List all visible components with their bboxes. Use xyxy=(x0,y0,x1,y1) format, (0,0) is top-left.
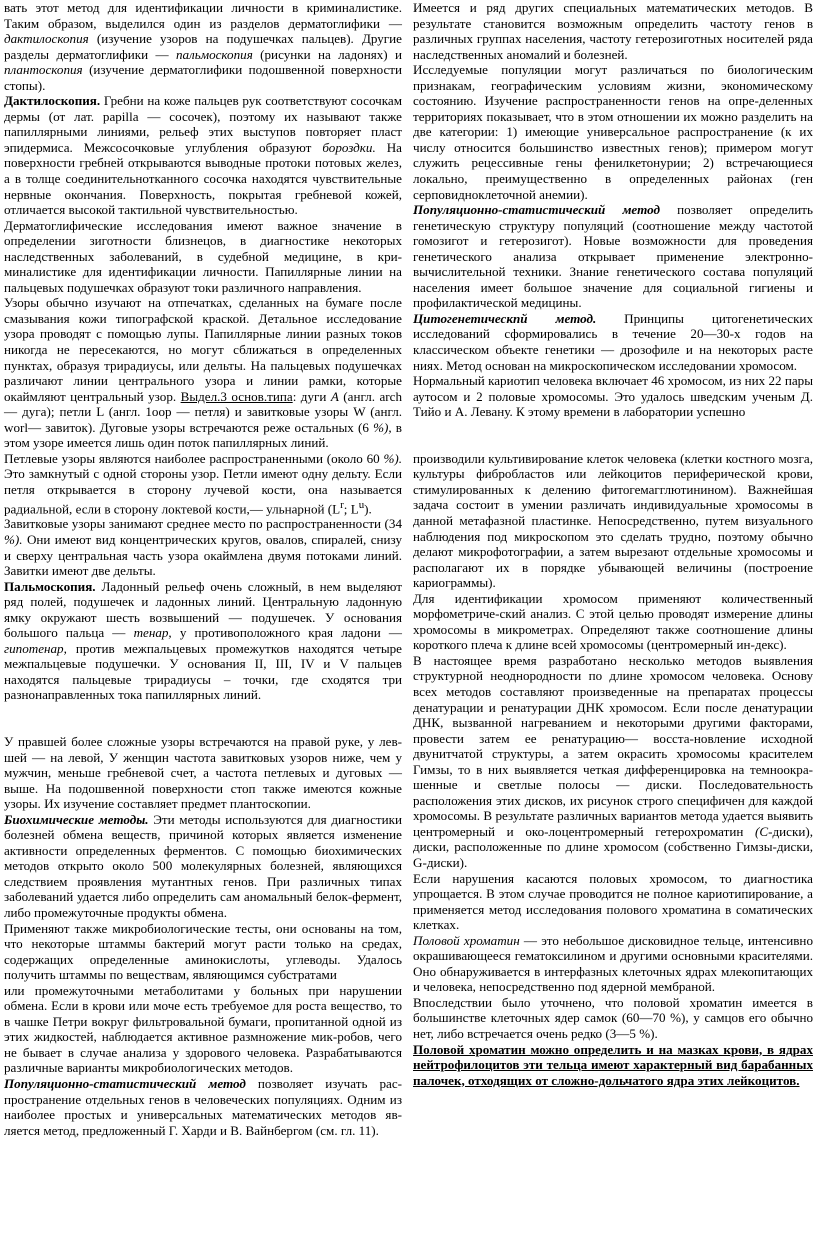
paragraph: Биохимические методы. Эти методы используются для диагностики болезней обмена веществ, причиной которых является изменение активности определенных ферментов. С помощью биохимических методов открыто около 500 молекулярных болезней, являющихся следствием проявления мутантных генов. При различных типах заболеваний удается либо определить сам аномальный белок-фермент, либо промежуточные продукты обмена. xyxy=(4,811,402,920)
paragraph: Узоры обычно изучают на отпечатках, сделанных на бумаге после смазывания кожи типографской краской. Детальное исследование узора проводят с помощью лупы. Папиллярные линии разных токов никогда не пересекаются, но могут сближаться в определенных пунктах, образуя трирадиусы, или дельты. На пальцевых подушечках различают линии центрального узора и линии рамки, которые окаймляют центральный узор. Выдел.3 основ.типа: дуги А (англ. arch — дуга); петли L (англ. 1оор — петля) и завитковые узоры W (англ. worl— завиток). Дуговые узоры встречаются реже остальных (6 %), в этом узоре имеется лишь один поток папиллярных линий. xyxy=(4,295,402,451)
paragraph: Применяют также микробиологические тесты, они основаны на том, что некоторые штаммы бактерий могут расти только на средах, содержащих определенные аминокислоты, углеводы. Удалось получить штаммы по веществам, являющимся субстратами xyxy=(4,920,402,983)
paragraph: Завитковые узоры занимают среднее место по распространенности (34 %). Они имеют вид концентрических кругов, овалов, спиралей, снизу и сверху центральная часть узора окаймлена двумя потоками линий. Завитки имеют две дельты. xyxy=(4,516,402,579)
paragraph: Впоследствии было уточнено, что половой хроматин имеется в большинстве клеточных ядер самок (60—70 %), у самцов его обычно нет, либо встречается очень редко (3—5 %). xyxy=(413,994,813,1041)
paragraph: Имеется и ряд других специальных математических методов. В результате становится возможным определить частоту генов в различных группах населения, частоту гетерозиготных носителей ряда наследственных аномалий и болезней. xyxy=(413,0,813,62)
paragraph: Половой хроматин можно определить и на мазках крови, в ядрах нейтрофилоцитов эти тельца имеют характерный вид барабанных палочек, отходящих от сложно-дольчатого ядра этих лейкоцитов. xyxy=(413,1041,813,1088)
paragraph: Нормальный кариотип человека включает 46 хромосом, из них 22 пары аутосом и 2 половые хромосомы. Это удалось шведским ученым Д. Тийо и А. Левану. К этому времени в лаборатории успешно xyxy=(413,373,813,420)
paragraph: Для идентификации хромосом применяют количественный морфометриче-ский анализ. С этой целью проводят измерение длины хромосомы в микрометрах. Определяют также соотношение длины короткого плеча к длине всей хромосомы (центромерный ин-декс). xyxy=(413,590,813,653)
paragraph: производили культивирование клеток человека (клетки костного мозга, культуры фибробластов или лейкоцитов периферической крови, стимулированных к делению фитогемагглютинином). Важнейшая задача состоит в умении различать индивидуальные хромосомы в данной метафазной пластинке. Непосредственно, путем визуального наблюдения под микроскопом это сделать трудно, поэтому обычно делают микрофотографии, а затем вырезают отдельные хромосомы и располагают их в порядке убывающей величины (построение кариограммы). xyxy=(413,450,813,591)
paragraph: Цитогенетическпй метод. Принципы цитогенетических исследований сформировались в течение 20—30-х годов на классическом объекте генетики — дрозофиле и на некоторых расте ниях. Метод основан на микроскопическом исследовании хромосом. xyxy=(413,310,813,373)
paragraph-gap xyxy=(413,420,813,451)
right-column xyxy=(413,0,813,1088)
paragraph: Популяционно-статистический метод позволяет изучать рас-пространение отдельных генов в человеческих популяциях. Одним из наиболее простых и универсальных математических методов яв-ляется метод, предложенный Г. Харди и В. Вайнбергом (см. гл. 11). xyxy=(4,1076,402,1138)
paragraph: Если нарушения касаются половых хромосом, то диагностика упрощается. В этом случае проводится не полное кариотипирование, а применяется метод исследования полового хроматина в соматических клетках. xyxy=(413,870,813,933)
left-column xyxy=(4,0,402,1138)
paragraph: Пальмоскопия. Ладонный рельеф очень сложный, в нем выделяют ряд полей, подушечек и ладонных линий. Центральную ладонную ямку окружают шесть возвышений — подушечек. У основания большого пальца — тенар, у противоположного края ладони — гипотенар, против межпальцевых промежутков находятся четыре межпальцевые подушечки. У основания II, III, IV и V пальцев находятся пальцевые трирадиусы – точки, где сходятся три разнонаправленных тока папиллярных линий. xyxy=(4,578,403,703)
paragraph: Дактилоскопия. Гребни на коже пальцев рук соответствуют сосочкам дермы (от лат. papilla — сосочек), поэтому их называют также папиллярными линиями, рельеф этих выступов повторяет пласт эпидермиса. Межсосочковые углубления образуют бороздки. На поверхности гребней открываются выводные протоки потовых желез, а в толще соединительнотканного сосочка находятся чувствительные нервные окончания. Поверхность, покрытая гребневой кожей, отличается высокой тактильной чувствительностью. xyxy=(4,93,402,218)
paragraph: Популяционно-статистический метод позволяет определить генетическую структуру популяций (соотношение между частотой гомозигот и гетерозигот). Новые возможности для проведения генетического анализа открывает применение электронно-вычислительной техники. Знание генетического состава популяций населения имеет большое значение для социальной гигиены и профилактической медицины. xyxy=(413,202,813,311)
paragraph: У правшей более сложные узоры встречаются на правой руке, у лев-шей — на левой, У женщин частота завитковых узоров ниже, чем у мужчин, меньше гребневой счет, а частота петлевых и дуговых — выше. На подошвенной поверхности стоп также имеются кожные узоры. Их изучение составляет предмет плантоскопии. xyxy=(4,733,402,812)
paragraph: Дерматоглифические исследования имеют важное значение в определении зиготности близнецов, в диагностике некоторых наследственных заболеваний, в судебной медицине, в кри-миналистике для идентификации личности. Папиллярные линии на пальцевых подушечках образуют токи различного направления. xyxy=(4,217,402,295)
paragraph: или промежуточными метаболитами у больных при нарушении обмена. Если в крови или моче есть требуемое для роста вещество, то в чашке Петри вокруг фильтровальной бумаги, пропитанной одной из этих жидкостей, наблюдается активное размножение мик-робов, чего не бывает в случае анализа у здорового человека. Разрабатываются различные варианты микробиологических методов. xyxy=(4,982,402,1076)
paragraph: Петлевые узоры являются наиболее распространенными (около 60 %). Это замкнутый с одной стороны узор. Петли имеют одну дельту. Если петля открывается в сторону лучевой кости, она называется радиальной, если в сторону локтевой кости,— ульнарной ($L^r$; $L^u$). xyxy=(4,450,402,516)
paragraph: Исследуемые популяции могут различаться по биологическим признакам, географическим условиям жизни, экономическому состоянию. Изучение распространенности генов на опре-деленных территориях показывает, что в этом отношении их можно разделить на две категории: 1) имеющие универсальное распространение (к их числу относится большинство известных генов); примером могут служить рецессивные гены фенилкетонурии; 2) встречающиеся локально, преимущественно в определенных районах (ген серповидноклеточной анемии). xyxy=(413,62,813,202)
paragraph: Половой хроматин — это небольшое дисковидное тельце, интенсивно окрашивающееся гематоксилином и другими основными красителями. Оно обнаруживается в интерфазных клеточных ядрах млекопитающих и человека, непосредственно под ядерной мембраной. xyxy=(413,932,813,995)
paragraph-gap xyxy=(4,703,402,734)
paragraph: вать этот метод для идентификации личности в криминалистике. Таким образом, выделился один из разделов дерматоглифики — дактилоскопия (изучение узоров на подушечках пальцев). Другие разделы дерматоглифики — пальмоскопия (рисунки на ладонях) и плантоскопия (изучение дерматоглифики подошвенной поверхности стопы). xyxy=(4,0,402,93)
paragraph: В настоящее время разработано несколько методов выявления структурной неоднородности по длине хромосом человека. Основу всех методов составляют произведенные на препаратах процессы денатурации и ренатурации ДНК хромосом. Если после денатурации ДНК, вызванной нагреванием и некоторыми другими факторами, провести затем ее ренатурацию— восста-новление исходной двунитчатой структуры, а затем окрасить хромосомы красителем Гимзы, то в них выявляется четкая дифференцировка на темноокра-шенные и светлые полосы — диски. Последовательность расположения этих дисков, их рисунок строго специфичен для каждой хромосомы. В результате различных вариантов метода удается выявить центромерный и око-лоцентромерный гетерохроматин (С-диски), диски, расположенные по длине хромосом (собственно Гимзы-диски, G-диски). xyxy=(413,652,813,870)
